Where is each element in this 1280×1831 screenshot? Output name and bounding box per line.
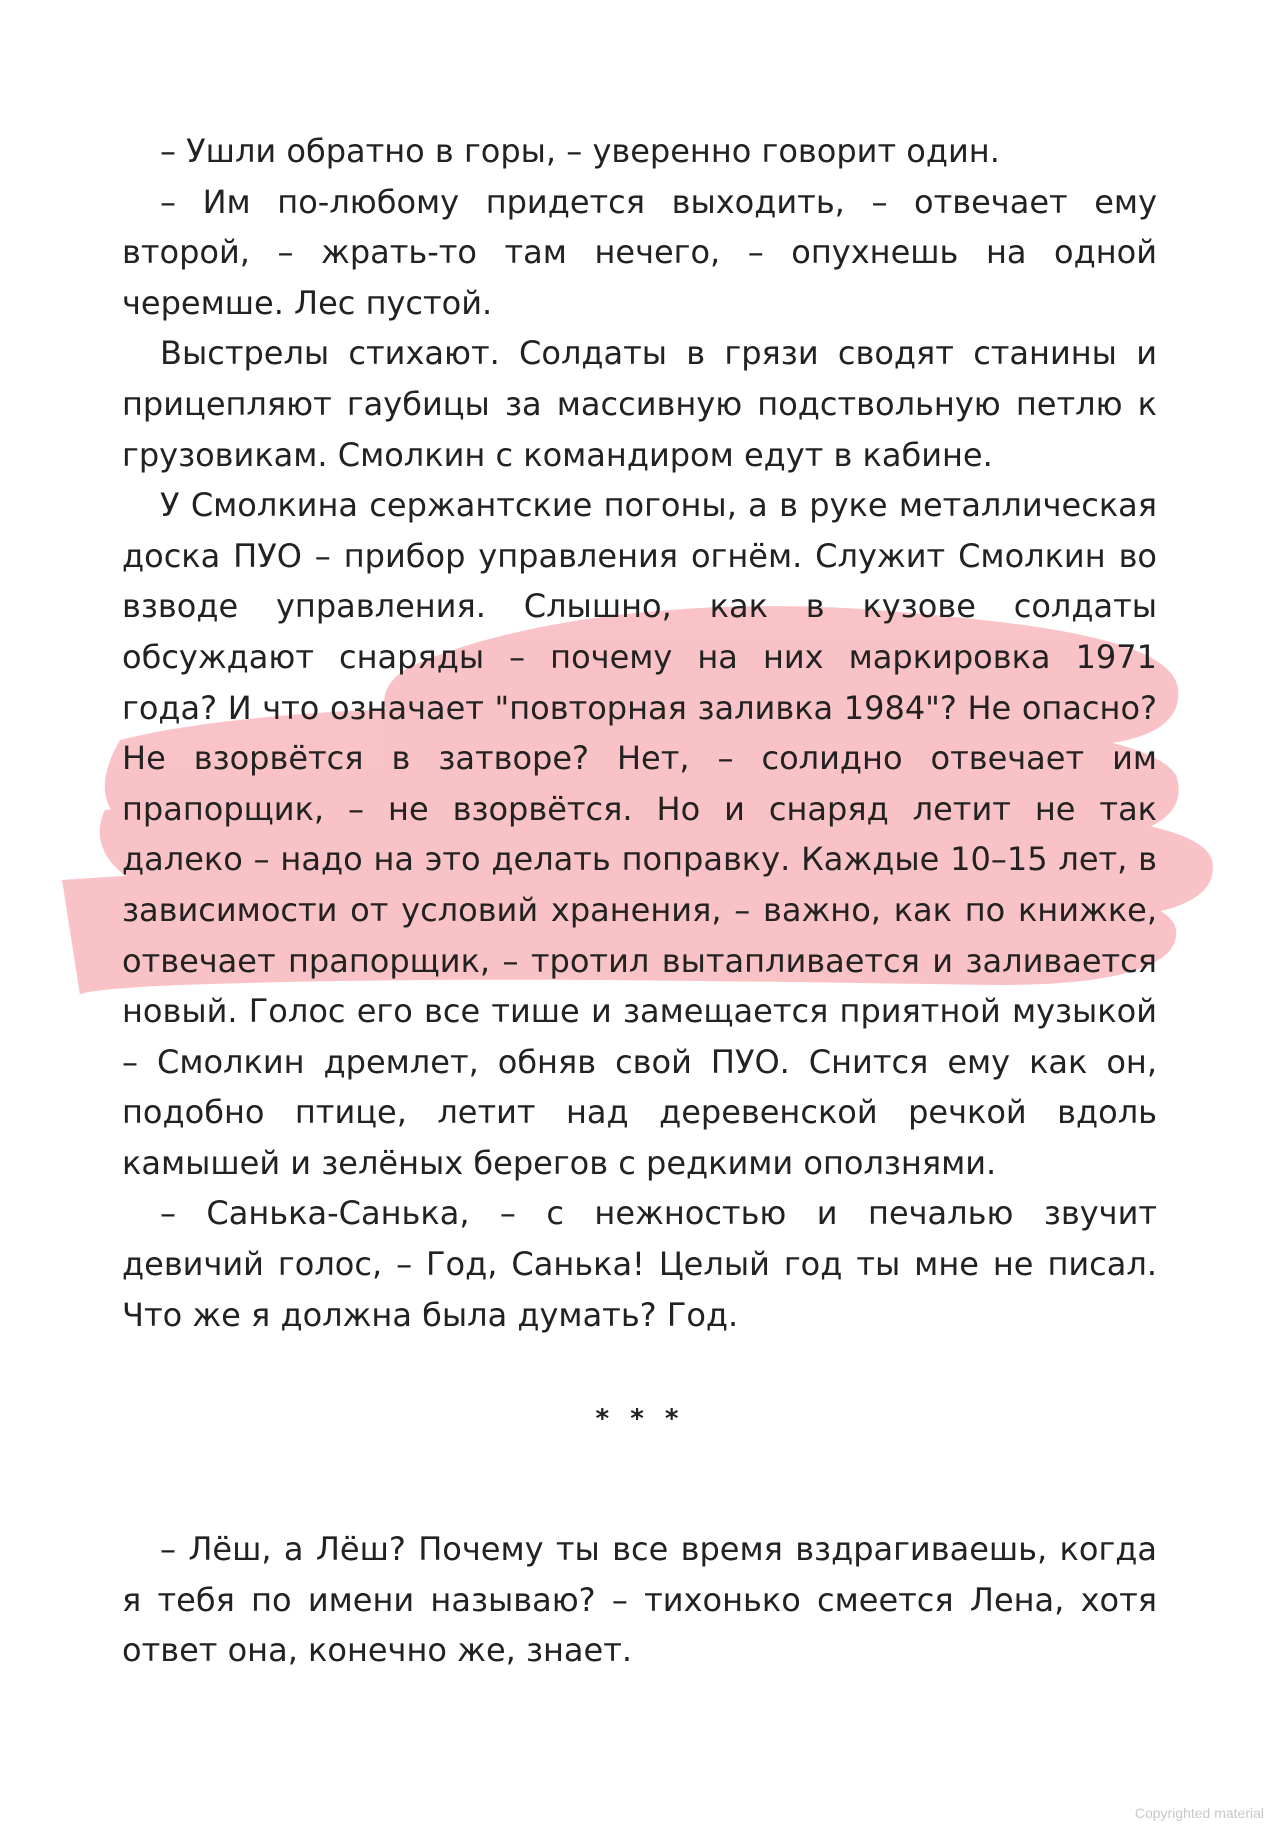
- paragraph-4: У Смолкина сержантские погоны, а в руке металлическая доска ПУО – прибор управления огнём. Служит Смолкин во взводе управления. Слышно, как в кузове солдаты обсуждают снаряды – почему на них маркировка 1971 года? И что означает "повторная заливка 1984"? Не опасно? Не взорвётся в затворе? Нет, – солидно отвечает им прапорщик, – не взорвётся. Но и снаряд летит не так далеко – надо на это делать поправку. Каждые 10–15 лет, в зависимости от условий хранения, – важно, как по книжке, отвечает прапорщик, – тротил вытапливается и заливается новый. Голос его все тише и замещается приятной музыкой – Смолкин дремлет, обняв свой ПУО. Снится ему как он, подобно птице, летит над деревенской речкой вдоль камышей и зелёных берегов с редкими оползнями.: [122, 486, 1157, 1182]
- next-section-text: [122, 1524, 1157, 1676]
- copyright-watermark: Copyrighted material: [1134, 1805, 1264, 1821]
- paragraph-1: – Ушли обратно в горы, – уверенно говорит один.: [160, 132, 1000, 170]
- paragraph-6: – Лёш, а Лёш? Почему ты все время вздрагиваешь, когда я тебя по имени называю? – тихонько смеется Лена, хотя ответ она, конечно же, знает.: [122, 1530, 1157, 1670]
- main-text: [122, 126, 1157, 1340]
- paragraph-5: – Санька-Санька, – с нежностью и печалью звучит девичий голос, – Год, Санька! Целый год ты мне не писал. Что же я должна была думать? Год.: [122, 1194, 1157, 1334]
- paragraph-2: – Им по-любому придется выходить, – отвечает ему второй, – жрать-то там нечего, – опухнешь на одной черемше. Лес пустой.: [122, 182, 1157, 322]
- paragraph-3: Выстрелы стихают. Солдаты в грязи сводят станины и прицепляют гаубицы за массивную подствольную петлю к грузовикам. Смолкин с командиром едут в кабине.: [122, 334, 1157, 474]
- section-separator: * * *: [595, 1404, 685, 1434]
